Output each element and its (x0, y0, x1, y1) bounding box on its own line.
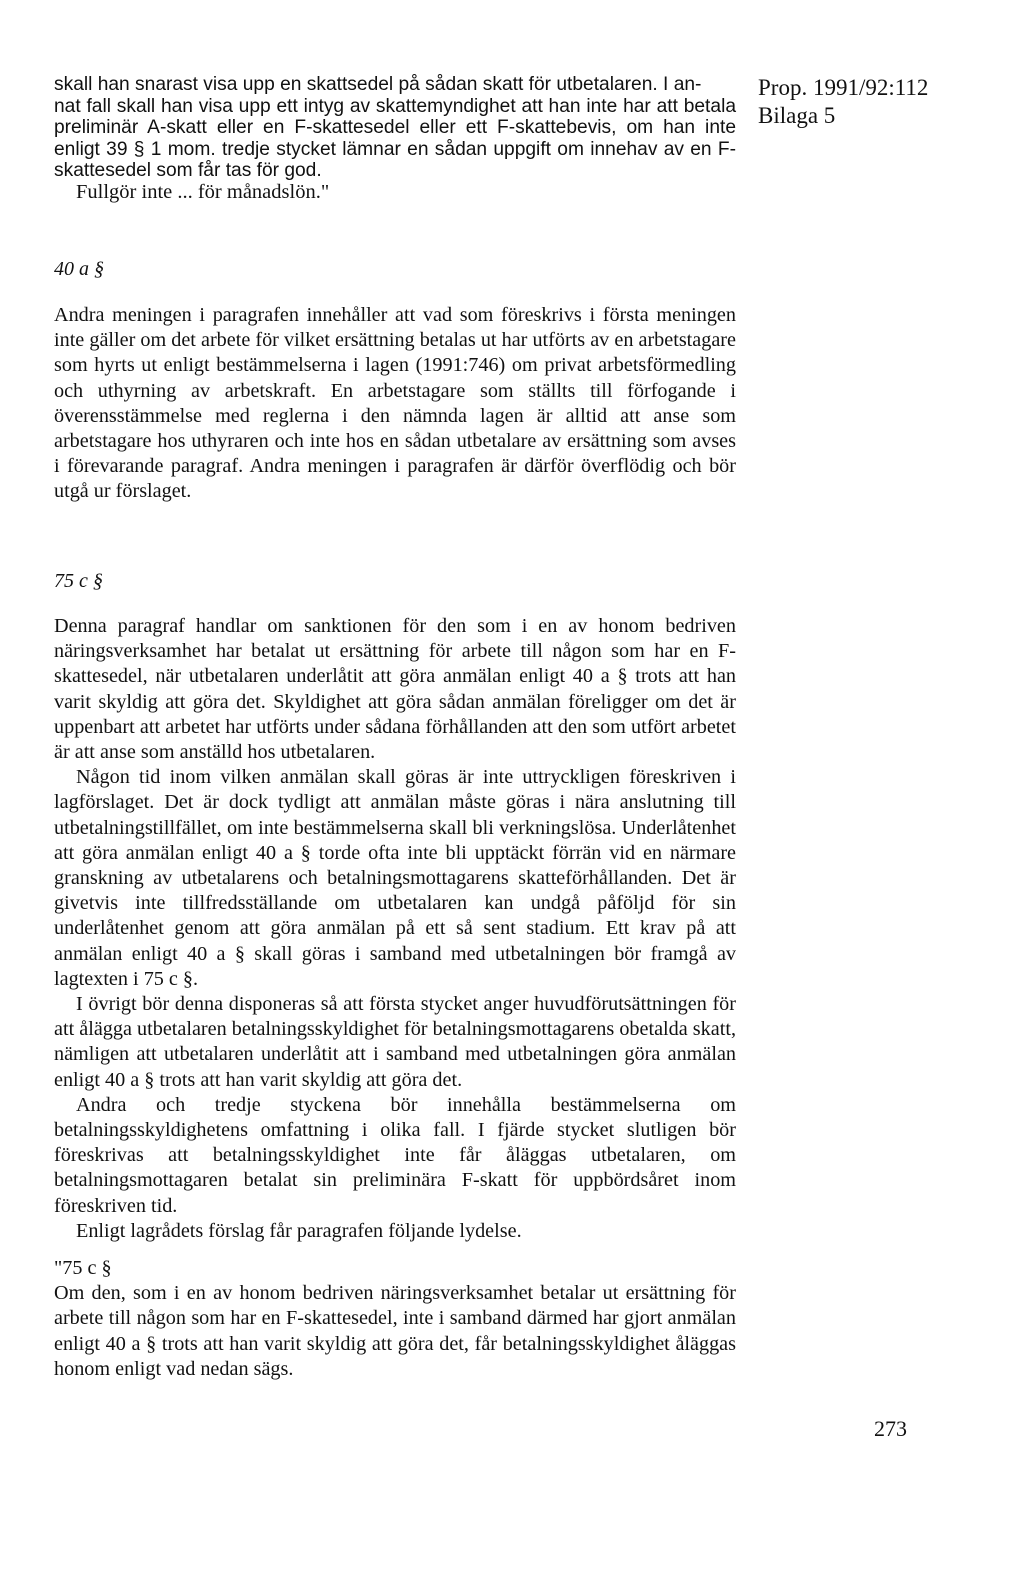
intro-text: nat fall skall han visa upp ett intyg av skattemyndighet att han inte har att betala preliminär A-skatt eller en F-skattesedel eller ett F-skattebevis, om han inte enligt 39 § 1 mom. tredje stycket lämnar en sådan uppgift om innehav av en F-skattesedel som får tas för god. (54, 95, 736, 181)
quoted-section-heading: "75 c § (54, 1257, 112, 1280)
section-75c-body (54, 614, 736, 1382)
section-heading-40a: 40 a § (54, 258, 104, 280)
section-40a-paragraph: Andra meningen i paragrafen innehåller att vad som föreskrivs i första meningen inte gäller om det arbete för vilket ersättning betalas ut har utförts av en arbetstagare som hyrts ut enligt bestämmelserna i lagen (1991:746) om privat arbetsförmedling och uthyrning av arbetskraft. En arbetstagare som ställts till förfogande i överensstämmelse med reglerna i den nämnda lagen är alltid att anse som arbetstagare hos uthyraren och inte hos en sådan utbetalare av ersättning som avses i förevarande paragraf. Andra meningen i paragrafen är därför överflödig och bör utgå ur förslaget. (54, 304, 736, 503)
section-75c-paragraph-3: I övrigt bör denna disponeras så att första stycket anger huvudförutsättningen för att ålägga utbetalaren betalningsskyldighet för betalningsmottagarens obetalda skatt, nämligen att utbetalaren underlåtit att i samband med utbetalningen göra anmälan enligt 40 a § trots att han varit skyldig att göra det. (54, 993, 736, 1091)
section-75c-paragraph-4: Andra och tredje styckena bör innehålla bestämmelserna om betalningsskyldighetens omfattning i olika fall. I fjärde stycket slutligen bör föreskrivas att betalningsskyldighet inte får åläggas utbetalaren, om betalningsmottagaren betalat sin preliminära F-skatt för uppbördsåret inom föreskriven tid. (54, 1093, 736, 1217)
section-40a-body (54, 303, 736, 505)
intro-block (54, 74, 736, 203)
quoted-section-text: Om den, som i en av honom bedriven näringsverksamhet betalar ut ersättning för arbete till någon som har en F-skattesedel, inte i samband därmed har gjort anmälan enligt 40 a § trots att han varit skyldig att göra det, får betalningsskyldighet åläggas honom enligt vad nedan sägs. (54, 1282, 736, 1380)
appendix-label: Bilaga 5 (758, 103, 836, 128)
section-heading-75c: 75 c § (54, 570, 103, 592)
intro-first-line: skall han snarast visa upp en skattsedel på sådan skatt för utbetalaren. I an- (54, 74, 702, 95)
page-margin-header (758, 74, 998, 130)
section-75c-paragraph-5: Enligt lagrådets förslag får paragrafen följande lydelse. (76, 1219, 522, 1242)
page-number: 273 (874, 1416, 907, 1441)
section-75c-paragraph-2: Någon tid inom vilken anmälan skall göras är inte uttryckligen föreskriven i lagförslaget. Det är dock tydligt att anmälan måste göras i nära anslutning till utbetalningstillfället, om inte bestämmelserna skall bli verkningslösa. Underlåtenhet att göra anmälan enligt 40 a § torde ofta inte bli upptäckt förrän vid en närmare granskning av utbetalarens och betalningsmottagarens skatteförhållanden. Det är givetvis inte tillfredsställande om utbetalaren kan undgå påföljd för sin underlåtenhet genom att göra anmälan på ett så sent stadium. Ett krav på att anmälan enligt 40 a § skall göras i samband med utbetalningen bör framgå av lagtexten i 75 c §. (54, 766, 736, 990)
section-75c-paragraph-1: Denna paragraf handlar om sanktionen för den som i en av honom bedriven näringsverksamhet har betalat ut ersättning för arbete till någon som har en F-skattesedel, när utbetalaren underlåtit att göra anmälan enligt 40 a § trots att han varit skyldig att göra det. Skyldighet att göra sådan anmälan föreligger om det är uppenbart att arbetet har utförts under sådana förhållanden att den som utfört arbetet är att anse som anställd hos utbetalaren. (54, 615, 736, 764)
proposition-reference: Prop. 1991/92:112 (758, 75, 929, 100)
intro-last-line: Fullgör inte ... för månadslön." (76, 180, 330, 203)
